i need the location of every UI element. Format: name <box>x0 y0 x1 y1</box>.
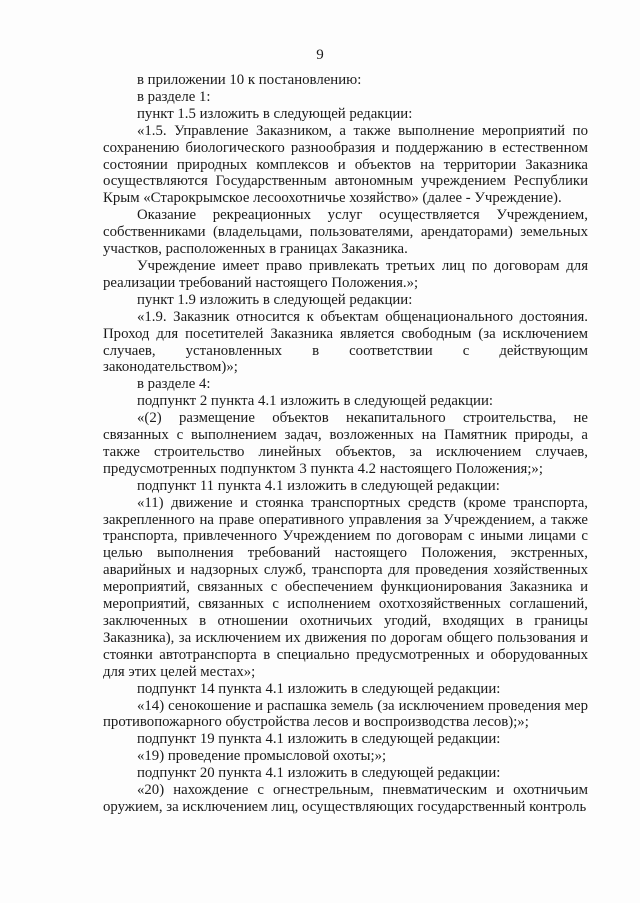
paragraph-13: «11) движение и стоянка транспортных средств (кроме транспорта, закрепленного на праве оперативного управления за Учреждением, а также транспорта, привлеченного Учреждением по договорам с иными лицами с целью выполнения требований настоящего Положения, экстренных, аварийных и надзорных служб, транспорта для проведения хозяйственных мероприятий, связанных с обеспечением функционирования Заказника и мероприятий, связанных с исполнением охотхозяйственных соглашений, заключенных в отношении охотничьих угодий, входящих в границы Заказника), за исключением их движения по дорогам общего пользования и стоянки автотранспорта в специально предусмотренных и оборудованных для этих целей местах»; <box>103 494 588 680</box>
paragraph-12: подпункт 11 пункта 4.1 изложить в следующей редакции: <box>137 477 500 494</box>
paragraph-14: подпункт 14 пункта 4.1 изложить в следующей редакции: <box>137 680 501 697</box>
paragraph-18: подпункт 20 пункта 4.1 изложить в следующей редакции: <box>137 765 501 782</box>
paragraph-5: Оказание рекреационных услуг осуществляется Учреждением, собственниками (владельцами, пользователями, арендаторами) земельных участков, расположенных в границах Заказника. <box>103 207 588 258</box>
paragraph-8: «1.9. Заказник относится к объектам общенационального достояния. Проход для посетителей Заказника является свободным (за исключением случаев, установленных в соответствии с действующим законодательством)»; <box>103 308 588 376</box>
paragraph-9: в разделе 4: <box>137 376 211 393</box>
document-body <box>103 72 588 816</box>
paragraph-17: «19) проведение промысловой охоты;»; <box>137 748 387 765</box>
paragraph-10: подпункт 2 пункта 4.1 изложить в следующей редакции: <box>137 393 493 410</box>
paragraph-19: «20) нахождение с огнестрельным, пневматическим и охотничьим оружием, за исключением лиц, осуществляющих государственный контроль <box>103 782 588 815</box>
paragraph-16: подпункт 19 пункта 4.1 изложить в следующей редакции: <box>137 731 501 748</box>
paragraph-6: Учреждение имеет право привлекать третьих лиц по договорам для реализации требований настоящего Положения.»; <box>103 257 588 291</box>
paragraph-1: в приложении 10 к постановлению: <box>137 72 362 88</box>
paragraph-2: в разделе 1: <box>137 88 211 105</box>
paragraph-15: «14) сенокошение и распашка земель (за исключением проведения мер противопожарного обустройства лесов и воспроизводства лесов);»; <box>103 697 588 731</box>
paragraph-3: пункт 1.5 изложить в следующей редакции: <box>137 105 413 122</box>
page-number: 9 <box>316 47 324 63</box>
paragraph-4: «1.5. Управление Заказником, а также выполнение мероприятий по сохранению биологического разнообразия и поддержанию в естественном состоянии природных комплексов и объектов на территории Заказника осуществляются Государственным автономным учреждением Республики Крым «Старокрымское лесоохотничье хозяйство» (далее - Учреждение). <box>103 122 588 207</box>
paragraph-11: «(2) размещение объектов некапитального строительства, не связанных с выполнением задач, возложенных на Памятник природы, а также строительство линейных объектов, за исключением случаев, предусмотренных подпунктом 3 пункта 4.2 настоящего Положения;»; <box>103 410 588 477</box>
paragraph-7: пункт 1.9 изложить в следующей редакции: <box>137 291 413 308</box>
